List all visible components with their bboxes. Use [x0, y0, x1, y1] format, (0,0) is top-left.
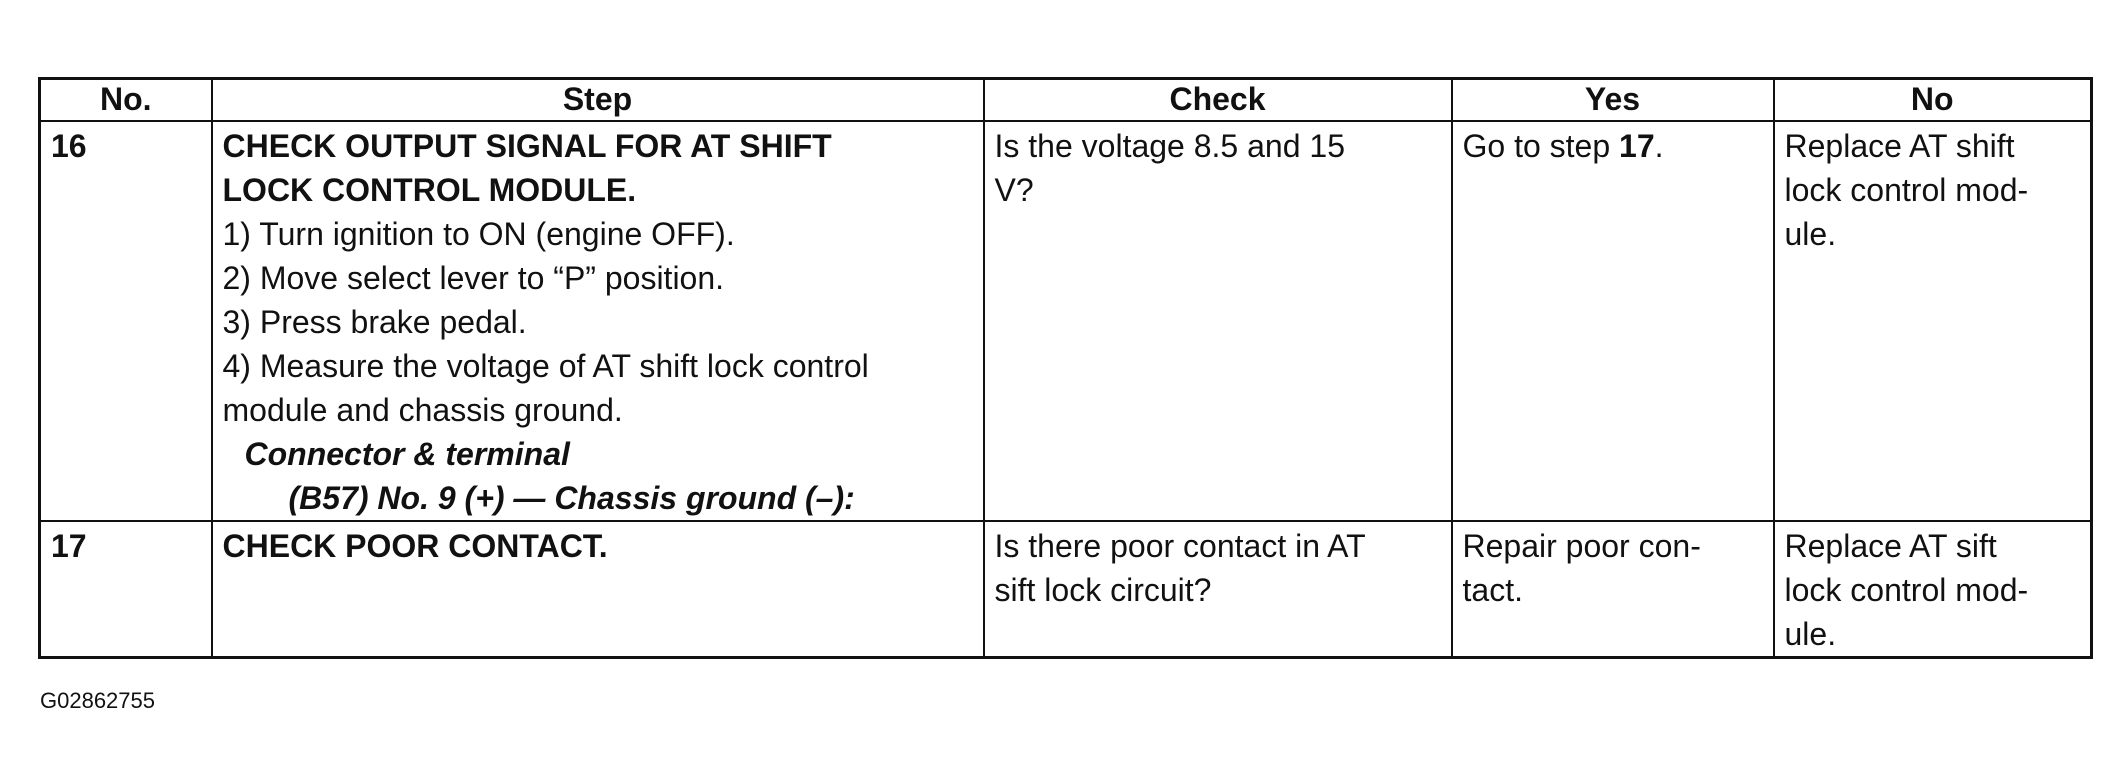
step-title-line: LOCK CONTROL MODULE.: [222, 172, 637, 208]
step-cell: [212, 521, 984, 658]
no-text-line: lock control mod-: [1784, 172, 2029, 208]
step-title-line: CHECK OUTPUT SIGNAL FOR AT SHIFT: [222, 128, 832, 164]
check-cell: [984, 521, 1452, 658]
no-cell: [1774, 521, 2092, 658]
step-title-line: CHECK POOR CONTACT.: [222, 528, 608, 564]
figure-id: G02862755: [40, 688, 155, 713]
connector-value: (B57) No. 9 (+) — Chassis ground (–):: [288, 480, 855, 516]
yes-text-line: Repair poor con-: [1462, 528, 1701, 564]
check-text-line: Is there poor contact in AT: [994, 528, 1366, 564]
yes-text-suffix: .: [1654, 128, 1664, 164]
diagnostic-table: [38, 77, 2093, 659]
check-text-line: sift lock circuit?: [994, 572, 1212, 608]
step-cell: [212, 121, 984, 521]
step-instruction: 3) Press brake pedal.: [222, 304, 527, 340]
table-row: [40, 521, 2092, 658]
step-number: 16: [40, 121, 212, 521]
yes-step-ref: 17: [1619, 128, 1655, 164]
no-text-line: Replace AT sift: [1784, 528, 1997, 564]
header-no: No.: [40, 79, 212, 122]
yes-text: Go to step: [1462, 128, 1620, 164]
no-text-line: lock control mod-: [1784, 572, 2029, 608]
step-instruction: 1) Turn ignition to ON (engine OFF).: [222, 216, 735, 252]
step-instruction: 2) Move select lever to “P” position.: [222, 260, 725, 296]
header-step: Step: [212, 79, 984, 122]
yes-cell: [1452, 121, 1774, 521]
yes-cell: [1452, 521, 1774, 658]
no-text-line: Replace AT shift: [1784, 128, 2015, 164]
no-text-line: ule.: [1784, 616, 1837, 652]
yes-text-line: tact.: [1462, 572, 1523, 608]
check-text-line: V?: [994, 172, 1034, 208]
check-cell: [984, 121, 1452, 521]
table-header-row: [40, 79, 2092, 122]
table-row: [40, 121, 2092, 521]
check-text-line: Is the voltage 8.5 and 15: [994, 128, 1345, 164]
step-number: 17: [40, 521, 212, 658]
header-check: Check: [984, 79, 1452, 122]
header-yes: Yes: [1452, 79, 1774, 122]
no-cell: [1774, 121, 2092, 521]
header-no-result: No: [1774, 79, 2092, 122]
no-text-line: ule.: [1784, 216, 1837, 252]
step-instruction: 4) Measure the voltage of AT shift lock control: [222, 348, 869, 384]
step-instruction: module and chassis ground.: [222, 392, 623, 428]
connector-label: Connector & terminal: [244, 436, 570, 472]
